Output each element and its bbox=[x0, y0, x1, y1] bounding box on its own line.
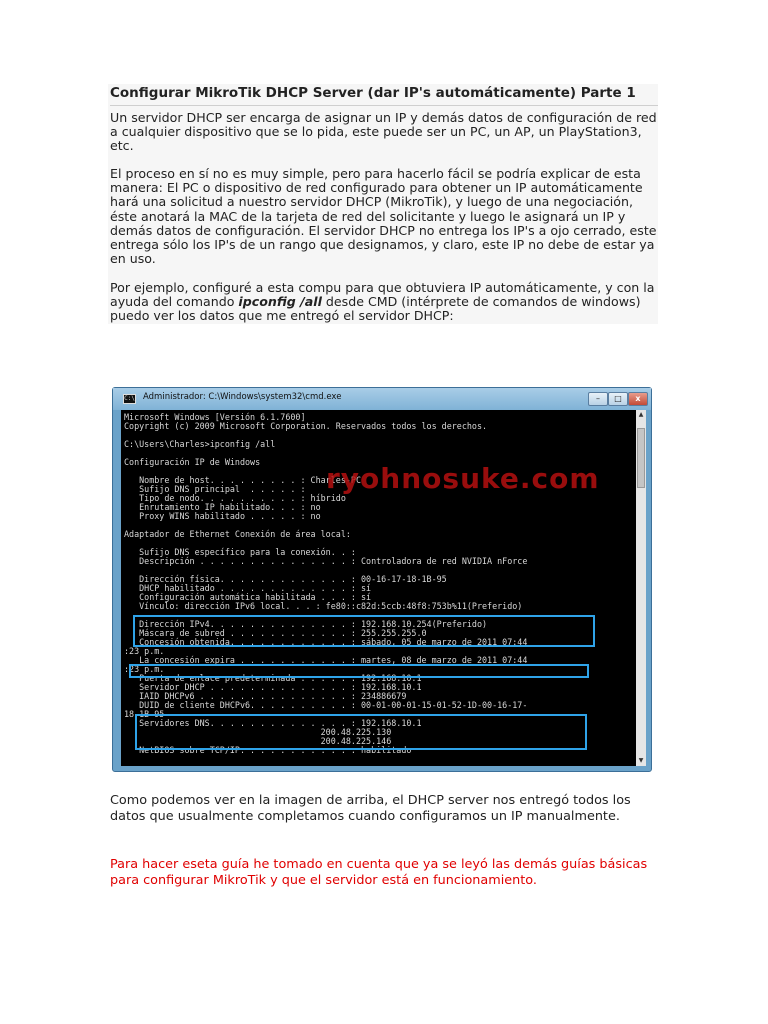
console-output bbox=[121, 410, 636, 766]
paragraph-example bbox=[110, 281, 658, 324]
console-line: Configuración automática habilitada . . . : sí bbox=[124, 592, 372, 602]
console-line: :23 p.m. bbox=[124, 646, 165, 656]
console-line: Dirección física. . . . . . . . . . . . . : 00-16-17-18-1B-95 bbox=[124, 574, 447, 584]
console-line: Descripción . . . . . . . . . . . . . . . : Controladora de red NVIDIA nForce bbox=[124, 556, 528, 566]
console-line: Sufijo DNS principal . . . . . : bbox=[124, 484, 306, 494]
console-line: NetBIOS sobre TCP/IP. . . . . . . . . . . : habilitado bbox=[124, 745, 412, 755]
console-line: 200.48.225.146 bbox=[124, 736, 392, 746]
console-line: Copyright (c) 2009 Microsoft Corporation. Reservados todos los derechos. bbox=[124, 421, 488, 431]
paragraph-note: Para hacer eseta guía he tomado en cuenta que ya se leyó las demás guías básicas para configurar MikroTik y que el servidor está en funcionamiento. bbox=[110, 857, 648, 888]
console-line: IAID DHCPv6 . . . . . . . . . . . . . . . : 234886679 bbox=[124, 691, 407, 701]
example-text-after: desde CMD (intérprete de comandos de windows) puedo ver los datos que me entregó el servidor DHCP: bbox=[110, 294, 641, 324]
minimize-button[interactable]: – bbox=[588, 392, 608, 406]
console-line: 200.48.225.130 bbox=[124, 727, 392, 737]
cmd-window-screenshot bbox=[112, 387, 652, 772]
console-line: Vínculo: dirección IPv6 local. . . : fe80::c82d:5ccb:48f8:753b%11(Preferido) bbox=[124, 601, 523, 611]
console-line: Servidor DHCP . . . . . . . . . . . . . . : 192.168.10.1 bbox=[124, 682, 422, 692]
console-scrollbar[interactable] bbox=[636, 410, 646, 766]
cmd-titlebar bbox=[113, 388, 651, 410]
console-line: Nombre de host. . . . . . . . . : Charles-PC bbox=[124, 475, 361, 485]
highlight-gateway-box bbox=[129, 664, 589, 678]
console-line: Tipo de nodo. . . . . . . . . . : híbrido bbox=[124, 493, 346, 503]
console-line: Máscara de subred . . . . . . . . . . . . : 255.255.255.0 bbox=[124, 628, 427, 638]
console-line: 18-1B-95 bbox=[124, 709, 165, 719]
console-line: Configuración IP de Windows bbox=[124, 457, 261, 467]
console-line: Microsoft Windows [Versión 6.1.7600] bbox=[124, 412, 306, 422]
cmd-icon: C:\ bbox=[124, 395, 135, 402]
console-line: Enrutamiento IP habilitado. . . : no bbox=[124, 502, 321, 512]
console-line: DHCP habilitado . . . . . . . . . . . . . : sí bbox=[124, 583, 372, 593]
maximize-button[interactable]: □ bbox=[608, 392, 628, 406]
scroll-down-icon[interactable]: ▼ bbox=[638, 757, 644, 764]
console-line: Proxy WINS habilitado . . . . . : no bbox=[124, 511, 321, 521]
console-line: Puerta de enlace predeterminada . . . . . : 192.168.10.1 bbox=[124, 673, 422, 683]
watermark: ryohnosuke.com bbox=[326, 462, 600, 495]
paragraph-dhcp-definition: Un servidor DHCP ser encarga de asignar un IP y demás datos de configuración de red a cualquier dispositivo que se lo pida, este puede ser un PC, un AP, un PlayStation3, etc. bbox=[110, 110, 657, 154]
console-line: La concesión expira . . . . . . . . . . . : martes, 08 de marzo de 2011 07:44 bbox=[124, 655, 528, 665]
highlight-ipv4-box bbox=[133, 615, 595, 647]
scroll-thumb[interactable] bbox=[637, 428, 645, 488]
paragraph-dhcp-process: El proceso en sí no es muy simple, pero para hacerlo fácil se podría explicar de esta manera: El PC o dispositivo de red configurado para obtener un IP automáticamente hará una solicitud a nuestro servidor DHCP (MikroTik), y luego de una negociación, éste anotará la MAC de la tarjeta de red del solicitante y luego le asignará un IP y demás datos de configuración. El servidor DHCP no entrega los IP's a ojo cerrado, este entrega sólo los IP's de un rango que designamos, y claro, este IP no debe de estar ya en uso. bbox=[110, 166, 657, 267]
console-line: :23 p.m. bbox=[124, 664, 165, 674]
command-name: ipconfig /all bbox=[238, 294, 322, 310]
cmd-window-title: Administrador: C:\Windows\system32\cmd.exe bbox=[143, 392, 342, 402]
paragraph-conclusion: Como podemos ver en la imagen de arriba, el DHCP server nos entregó todos los datos que usualmente completamos cuando configuramos un IP manualmente. bbox=[110, 793, 631, 824]
console-line: Adaptador de Ethernet Conexión de área local: bbox=[124, 529, 351, 539]
console-line: Concesión obtenida. . . . . . . . . . . . : sábado, 05 de marzo de 2011 07:44 bbox=[124, 637, 528, 647]
console-line: Servidores DNS. . . . . . . . . . . . . . : 192.168.10.1 bbox=[124, 718, 422, 728]
console-line: C:\Users\Charles>ipconfig /all bbox=[124, 439, 276, 449]
scroll-up-icon[interactable]: ▲ bbox=[638, 411, 644, 418]
highlight-dns-box bbox=[135, 714, 587, 750]
console-line: Sufijo DNS específico para la conexión. . : bbox=[124, 547, 356, 557]
close-button[interactable]: x bbox=[628, 392, 648, 406]
article-title: Configurar MikroTik DHCP Server (dar IP's automáticamente) Parte 1 bbox=[110, 84, 658, 106]
example-text-before: Por ejemplo, configuré a esta compu para que obtuviera IP automáticamente, y con la ayuda del comando bbox=[110, 280, 655, 310]
console-line: Dirección IPv4. . . . . . . . . . . . . . : 192.168.10.254(Preferido) bbox=[124, 619, 488, 629]
console-line: DUID de cliente DHCPv6. . . . . . . . . . : 00-01-00-01-15-01-52-1D-00-16-17- bbox=[124, 700, 528, 710]
